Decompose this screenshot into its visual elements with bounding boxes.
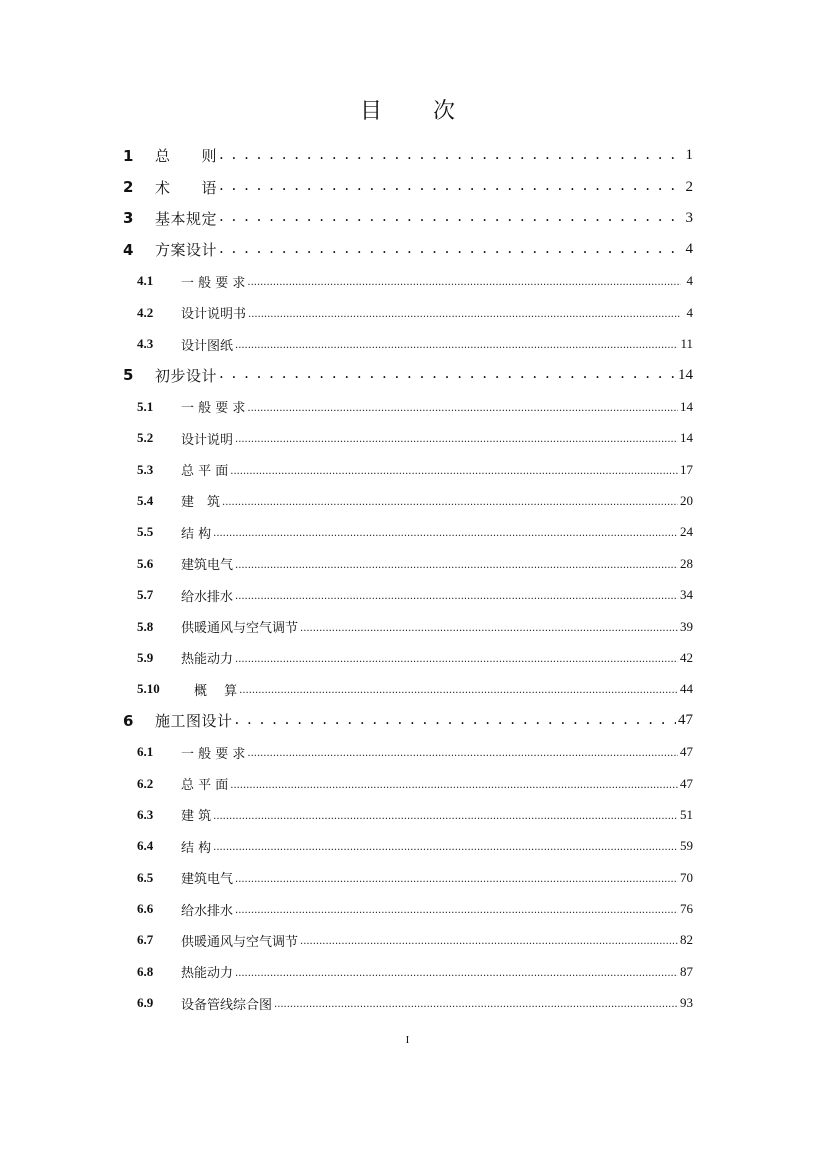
toc-entry[interactable] xyxy=(123,234,693,265)
toc-entry-label: 总 平 面 xyxy=(181,778,229,793)
toc-entry-number: 5.8 xyxy=(137,618,154,634)
dot-leader xyxy=(213,807,678,823)
dot-leader xyxy=(247,744,678,760)
toc-entry-number: 5.10 xyxy=(137,681,160,697)
toc-entry-page: 39 xyxy=(680,618,693,634)
toc-entry-label: 一 般 要 求 xyxy=(181,275,246,291)
toc-entry-number: 6.4 xyxy=(137,838,154,854)
toc-entry-page: 14 xyxy=(678,366,693,383)
toc-entry-page: 51 xyxy=(680,806,693,822)
toc-entry[interactable] xyxy=(123,171,693,202)
toc-entry[interactable] xyxy=(123,768,693,799)
toc-entry-label: 建筑电气 xyxy=(181,558,234,574)
toc-entry-label: 给水排水 xyxy=(181,589,234,605)
page-title: 目 次 xyxy=(360,99,477,124)
toc-entry-page: 42 xyxy=(680,649,693,665)
toc-entry-page: 24 xyxy=(680,524,693,540)
toc-entry-number: 5.9 xyxy=(137,649,154,665)
dot-leader xyxy=(247,273,681,289)
toc-entry[interactable] xyxy=(123,391,693,422)
toc-entry-number: 4 xyxy=(123,240,134,259)
toc-entry[interactable] xyxy=(123,956,693,987)
toc-entry-label: 概 算 xyxy=(181,683,238,699)
toc-entry[interactable] xyxy=(123,328,693,359)
toc-entry[interactable] xyxy=(123,579,693,610)
toc-entry-page: 17 xyxy=(680,461,693,477)
toc-entry-page: 82 xyxy=(680,932,693,948)
toc-entry-label: 基本规定 xyxy=(155,209,218,228)
toc-entry-number: 3 xyxy=(123,209,134,228)
toc-entry[interactable] xyxy=(123,140,693,171)
toc-entry-page: 2 xyxy=(685,178,693,195)
toc-entry-page: 47 xyxy=(678,712,693,729)
dot-leader xyxy=(213,838,678,854)
dot-leader xyxy=(300,932,678,948)
toc-entry-page: 14 xyxy=(680,430,693,446)
toc-entry[interactable] xyxy=(123,988,693,1019)
toc-entry-label: 总 则 xyxy=(155,147,218,166)
toc-entry-page: 14 xyxy=(680,398,693,414)
toc-entry-number: 6.8 xyxy=(137,963,154,979)
toc-entry[interactable] xyxy=(123,799,693,830)
toc-entry[interactable] xyxy=(123,736,693,767)
toc-entry-number: 2 xyxy=(123,178,134,197)
toc-entry-label: 供暖通风与空气调节 xyxy=(181,934,299,950)
toc-entry-label: 结 构 xyxy=(181,526,212,542)
toc-entry-label: 给水排水 xyxy=(181,903,234,919)
dot-leader xyxy=(235,964,678,980)
toc-entry-label: 供暖通风与空气调节 xyxy=(181,621,299,637)
toc-entry[interactable] xyxy=(123,642,693,673)
toc-entry-page: 34 xyxy=(680,587,693,603)
dot-leader xyxy=(219,179,681,195)
dot-leader xyxy=(222,493,678,509)
toc-entry-page: 3 xyxy=(685,209,693,226)
toc-entry-label: 结 构 xyxy=(181,840,212,856)
toc-entry-label: 设计说明书 xyxy=(181,307,247,323)
toc-entry-page: 47 xyxy=(680,775,693,791)
toc-entry[interactable] xyxy=(123,705,693,736)
toc-entry-label: 设备管线综合图 xyxy=(181,997,273,1013)
toc-entry[interactable] xyxy=(123,862,693,893)
toc-entry-label: 一 般 要 求 xyxy=(181,401,246,417)
toc-entry-label: 建筑电气 xyxy=(181,872,234,888)
page-number: I xyxy=(405,1034,410,1046)
toc-entry[interactable] xyxy=(123,548,693,579)
dot-leader xyxy=(235,870,678,886)
dot-leader xyxy=(239,681,678,697)
dot-leader xyxy=(300,619,678,635)
toc-entry-number: 5.7 xyxy=(137,587,154,603)
dot-leader xyxy=(235,587,678,603)
toc-entry-page: 4 xyxy=(686,273,693,289)
toc-entry[interactable] xyxy=(123,611,693,642)
toc-entry-page: 4 xyxy=(686,304,693,320)
dot-leader xyxy=(219,242,681,258)
toc-entry[interactable] xyxy=(123,203,693,234)
toc-entry-label: 设计说明 xyxy=(181,432,234,448)
dot-leader xyxy=(235,650,678,666)
toc-entry-page: 11 xyxy=(680,336,693,352)
toc-entry-page: 20 xyxy=(680,492,693,508)
dot-leader xyxy=(235,336,678,352)
toc-entry-number: 6.7 xyxy=(137,932,154,948)
toc-entry-page: 59 xyxy=(680,838,693,854)
toc-entry-number: 5.1 xyxy=(137,398,154,414)
toc-entry-number: 6.3 xyxy=(137,806,154,822)
toc-entry[interactable] xyxy=(123,423,693,454)
toc-entry-page: 28 xyxy=(680,555,693,571)
toc-entry-page: 47 xyxy=(680,744,693,760)
dot-leader xyxy=(219,210,681,226)
toc-entry-number: 5.2 xyxy=(137,430,154,446)
dot-leader xyxy=(235,901,678,917)
toc-entry-page: 44 xyxy=(680,681,693,697)
toc-entry-label: 热能动力 xyxy=(181,652,234,668)
toc-entry[interactable] xyxy=(123,297,693,328)
toc-entry-number: 4.3 xyxy=(137,336,154,352)
toc-entry-number: 6.5 xyxy=(137,869,154,885)
toc-entry-page: 76 xyxy=(680,901,693,917)
table-of-contents xyxy=(123,140,693,1019)
toc-entry-number: 5 xyxy=(123,366,134,385)
toc-entry-label: 方案设计 xyxy=(155,241,218,260)
toc-entry-number: 6 xyxy=(123,711,134,730)
dot-leader xyxy=(274,995,678,1011)
dot-leader xyxy=(247,399,678,415)
toc-entry-label: 设计图纸 xyxy=(181,338,234,354)
toc-entry-page: 87 xyxy=(680,963,693,979)
toc-entry[interactable] xyxy=(123,831,693,862)
toc-entry-number: 6.1 xyxy=(137,744,154,760)
toc-entry-label: 施工图设计 xyxy=(155,712,233,731)
dot-leader xyxy=(248,305,681,321)
toc-entry-number: 6.9 xyxy=(137,995,154,1011)
dot-leader xyxy=(235,430,678,446)
toc-entry[interactable] xyxy=(123,925,693,956)
toc-entry-number: 5.5 xyxy=(137,524,154,540)
toc-entry[interactable] xyxy=(123,454,693,485)
toc-entry-label: 术 语 xyxy=(155,178,218,197)
toc-entry[interactable] xyxy=(123,266,693,297)
toc-entry-label: 热能动力 xyxy=(181,966,234,982)
toc-entry-number: 5.4 xyxy=(137,492,154,508)
toc-entry-number: 1 xyxy=(123,146,134,165)
toc-entry-page: 4 xyxy=(685,241,693,258)
dot-leader xyxy=(219,367,676,383)
toc-entry-number: 5.3 xyxy=(137,461,154,477)
toc-entry[interactable] xyxy=(123,517,693,548)
toc-entry-number: 6.2 xyxy=(137,775,154,791)
dot-leader xyxy=(213,524,678,540)
toc-entry-number: 5.6 xyxy=(137,555,154,571)
toc-entry-page: 70 xyxy=(680,869,693,885)
toc-entry-number: 4.1 xyxy=(137,273,154,289)
toc-entry[interactable] xyxy=(123,485,693,516)
toc-entry-label: 建 筑 xyxy=(181,495,221,511)
toc-entry[interactable] xyxy=(123,360,693,391)
dot-leader xyxy=(219,148,681,164)
dot-leader xyxy=(235,713,676,729)
toc-entry-label: 初步设计 xyxy=(155,366,218,385)
toc-entry[interactable] xyxy=(123,674,693,705)
toc-entry-number: 4.2 xyxy=(137,304,154,320)
toc-entry-page: 1 xyxy=(685,147,693,164)
toc-entry[interactable] xyxy=(123,893,693,924)
toc-entry-number: 6.6 xyxy=(137,901,154,917)
dot-leader xyxy=(230,462,678,478)
toc-entry-label: 建 筑 xyxy=(181,809,212,825)
dot-leader xyxy=(230,776,678,792)
dot-leader xyxy=(235,556,678,572)
toc-entry-label: 总 平 面 xyxy=(181,464,229,480)
toc-entry-label: 一 般 要 求 xyxy=(181,746,246,762)
toc-entry-page: 93 xyxy=(680,995,693,1011)
